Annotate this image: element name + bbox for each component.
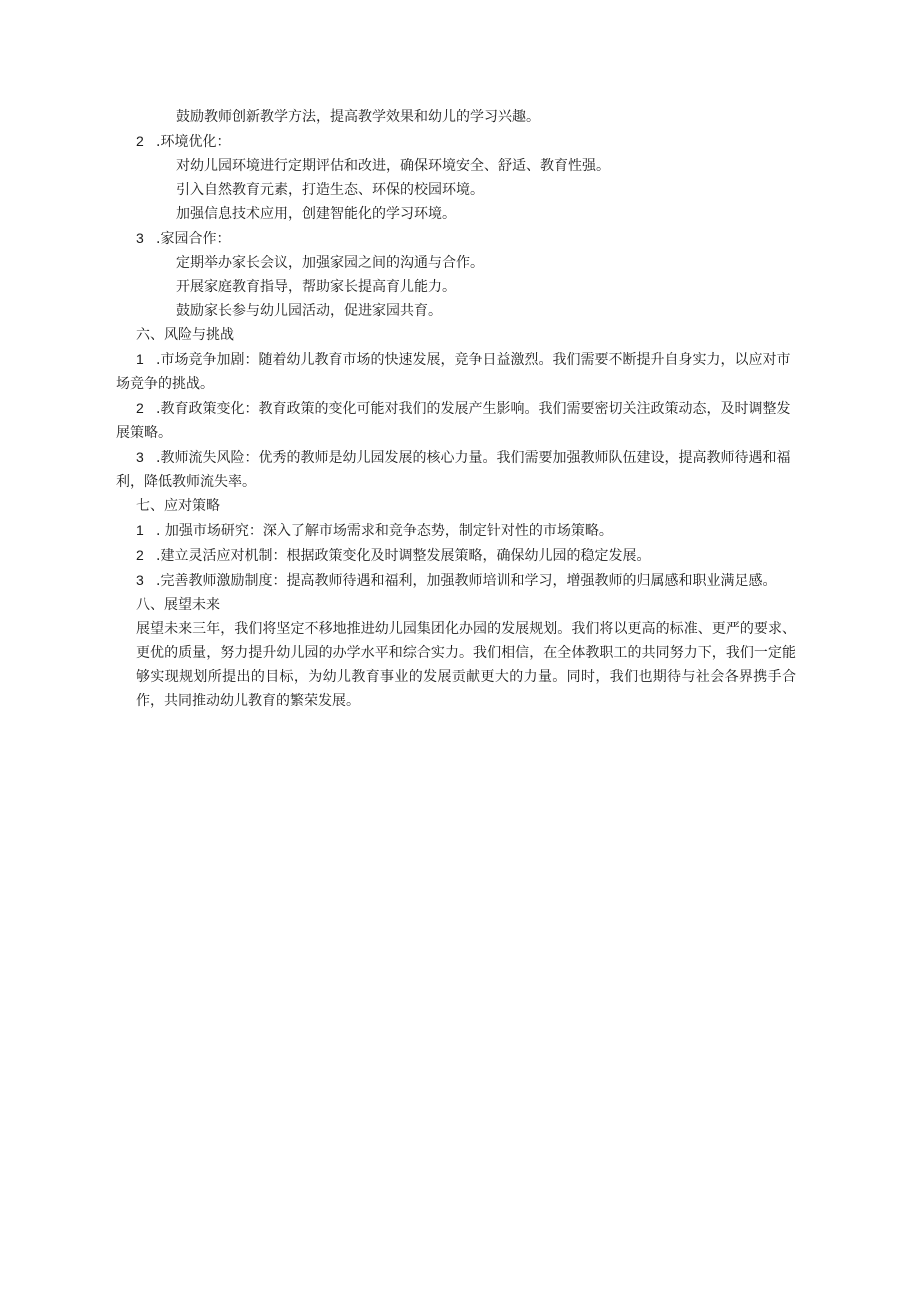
strategy-item-2 xyxy=(136,543,796,568)
risk-text-1: .市场竞争加剧：随着幼儿教育市场的快速发展，竞争日益激烈。我们需要不断提升自身实力，以应对市场竞争的挑战。 xyxy=(116,352,791,392)
home-item-3: 鼓励家长参与幼儿园活动，促进家园共育。 xyxy=(176,303,442,319)
strategy-number-2: 2 xyxy=(136,547,144,563)
outlook-heading: 八、展望未来 xyxy=(136,597,220,613)
risk-number-1: 1 xyxy=(136,351,144,367)
document-page xyxy=(116,105,796,713)
risks-heading: 六、风险与挑战 xyxy=(136,327,234,343)
strategy-number-3: 3 xyxy=(136,572,144,588)
strategies-heading: 七、应对策略 xyxy=(136,498,220,514)
strategy-text-3: .完善教师激励制度：提高教师待遇和福利，加强教师培训和学习，增强教师的归属感和职业满足感。 xyxy=(156,573,777,589)
teaching-item-3: 鼓励教师创新教学方法，提高教学效果和幼儿的学习兴趣。 xyxy=(176,109,540,125)
env-number: 2 xyxy=(136,133,144,149)
risk-item-1 xyxy=(116,347,796,396)
env-item-2: 引入自然教育元素，打造生态、环保的校园环境。 xyxy=(176,182,484,198)
risk-text-2: .教育政策变化：教育政策的变化可能对我们的发展产生影响。我们需要密切关注政策动态，及时调整发展策略。 xyxy=(116,401,791,441)
home-heading xyxy=(136,226,796,251)
strategy-text-1: . 加强市场研究：深入了解市场需求和竞争态势，制定针对性的市场策略。 xyxy=(156,523,613,539)
home-title: .家园合作： xyxy=(156,231,231,247)
strategy-text-2: .建立灵活应对机制：根据政策变化及时调整发展策略，确保幼儿园的稳定发展。 xyxy=(156,548,651,564)
env-heading xyxy=(136,129,796,154)
env-title: .环境优化： xyxy=(156,134,231,150)
risk-item-3 xyxy=(116,445,796,494)
risk-number-3: 3 xyxy=(136,449,144,465)
risk-item-2 xyxy=(116,396,796,445)
strategy-item-3 xyxy=(136,568,796,593)
env-item-3: 加强信息技术应用，创建智能化的学习环境。 xyxy=(176,206,456,222)
strategy-number-1: 1 xyxy=(136,522,144,538)
outlook-paragraph: 展望未来三年，我们将坚定不移地推进幼儿园集团化办园的发展规划。我们将以更高的标准、更严的要求、更优的质量，努力提升幼儿园的办学水平和综合实力。我们相信，在全体教职工的共同努力下，我们一定能够实现规划所提出的目标，为幼儿教育事业的发展贡献更大的力量。同时，我们也期待与社会各界携手合作，共同推动幼儿教育的繁荣发展。 xyxy=(136,621,796,709)
home-item-1: 定期举办家长会议，加强家园之间的沟通与合作。 xyxy=(176,255,484,271)
home-item-2: 开展家庭教育指导，帮助家长提高育儿能力。 xyxy=(176,279,456,295)
home-number: 3 xyxy=(136,230,144,246)
risk-text-3: .教师流失风险：优秀的教师是幼儿园发展的核心力量。我们需要加强教师队伍建设，提高教师待遇和福利，降低教师流失率。 xyxy=(116,450,791,490)
risk-number-2: 2 xyxy=(136,400,144,416)
env-item-1: 对幼儿园环境进行定期评估和改进，确保环境安全、舒适、教育性强。 xyxy=(176,158,610,174)
strategy-item-1 xyxy=(136,518,796,543)
